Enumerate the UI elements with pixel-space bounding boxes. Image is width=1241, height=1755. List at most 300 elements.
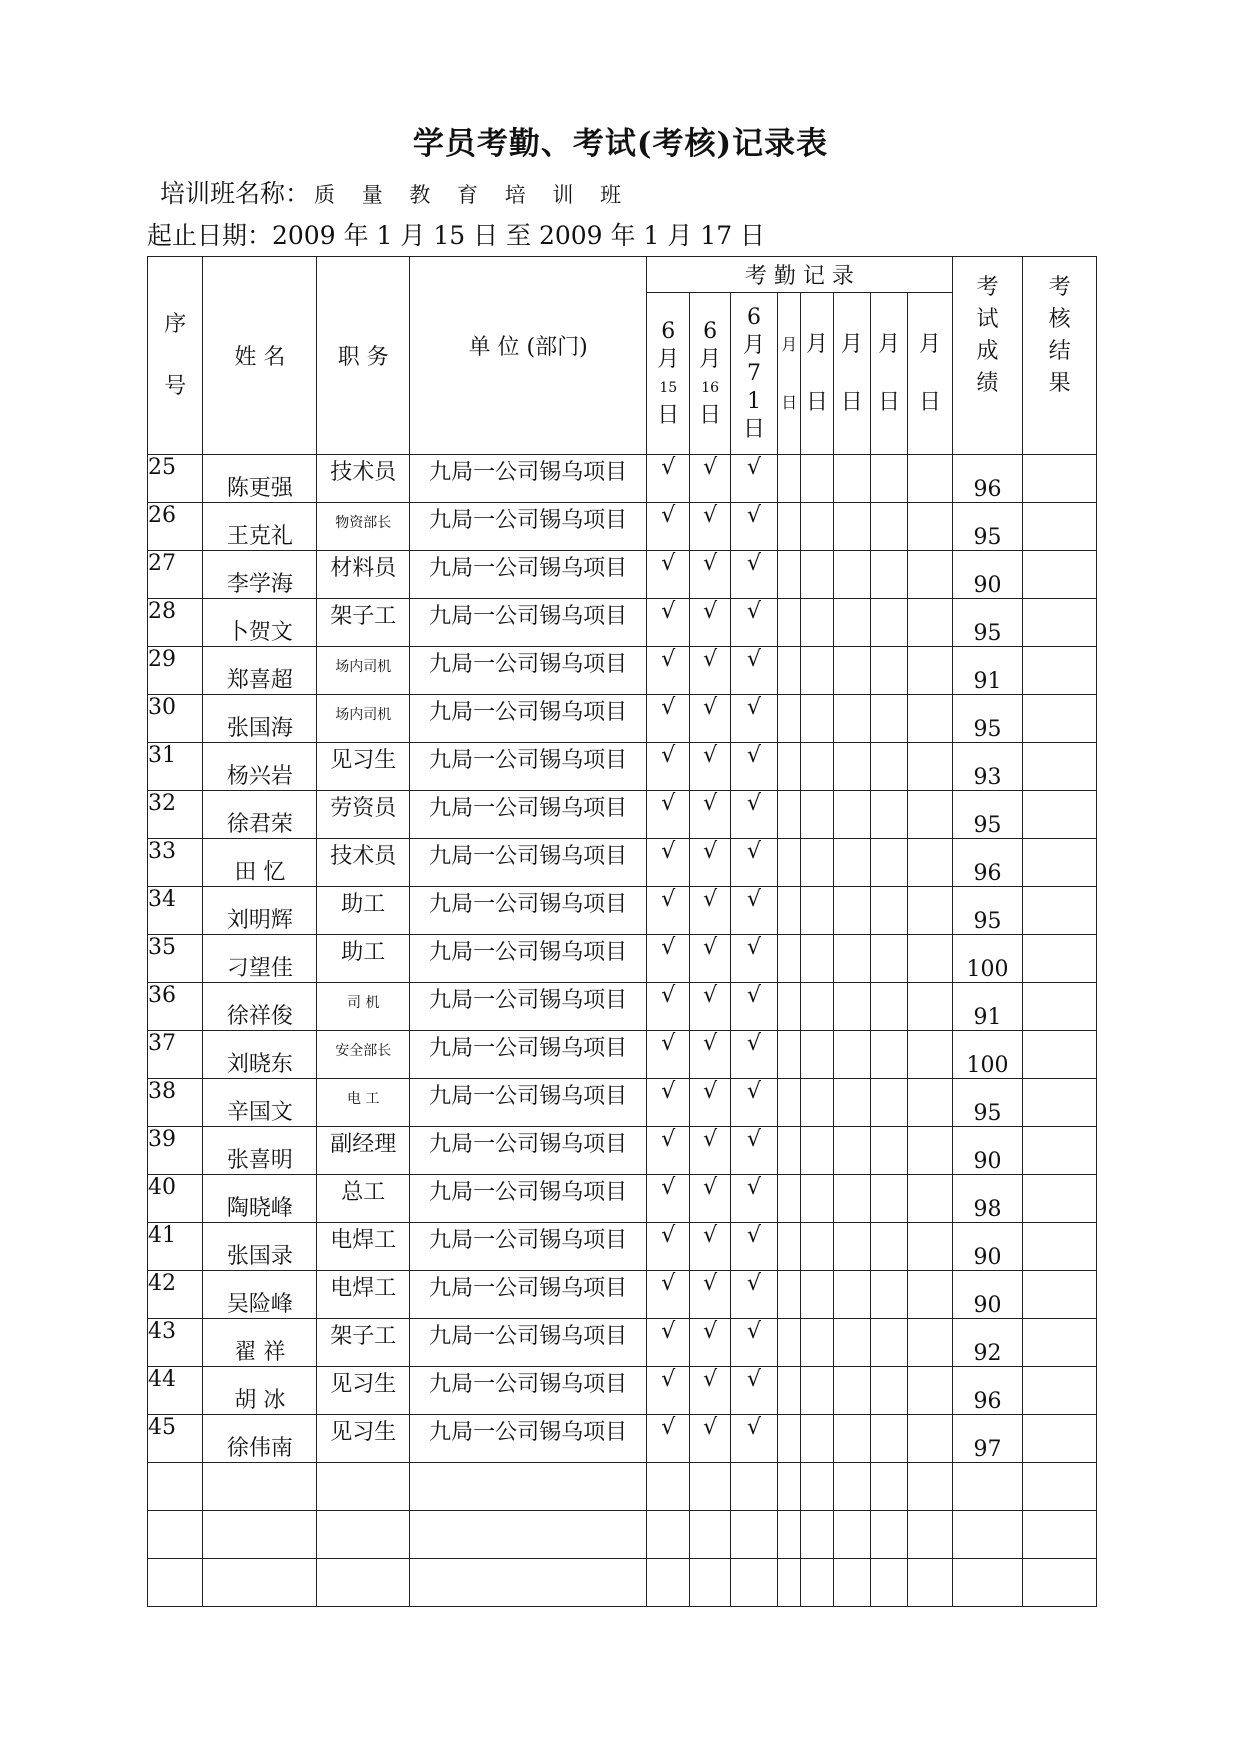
row-number: 30	[148, 695, 203, 743]
row-number: 45	[148, 1415, 203, 1463]
row-assess-result	[1023, 887, 1097, 935]
row-number: 27	[148, 551, 203, 599]
row-check-blank-2	[801, 455, 833, 503]
row-check-day-1: √	[647, 791, 690, 839]
row-check-blank-2	[801, 887, 833, 935]
row-check-blank-4	[870, 599, 907, 647]
row-position: 电焊工	[317, 1271, 410, 1319]
row-assess-result	[1023, 599, 1097, 647]
row-check-blank-5	[908, 887, 952, 935]
row-check-blank-2	[801, 1415, 833, 1463]
class-name-line	[160, 174, 631, 210]
table-row	[148, 887, 1097, 935]
row-check-day-2	[690, 1511, 730, 1559]
row-name: 卜贺文	[203, 599, 317, 647]
row-check-day-1: √	[647, 839, 690, 887]
row-exam-score: 100	[952, 935, 1023, 983]
row-check-day-2: √	[690, 1271, 730, 1319]
row-check-blank-4	[870, 887, 907, 935]
row-check-blank-3	[833, 743, 870, 791]
row-check-blank-5	[908, 791, 952, 839]
row-check-blank-3	[833, 1127, 870, 1175]
row-number: 35	[148, 935, 203, 983]
row-unit: 九局一公司锡乌项目	[410, 647, 647, 695]
row-check-day-2: √	[690, 1367, 730, 1415]
row-exam-score	[952, 1463, 1023, 1511]
row-number	[148, 1511, 203, 1559]
row-check-day-1: √	[647, 1367, 690, 1415]
row-check-blank-3	[833, 839, 870, 887]
row-number: 39	[148, 1127, 203, 1175]
row-position: 副经理	[317, 1127, 410, 1175]
row-position: 技术员	[317, 455, 410, 503]
row-check-day-1: √	[647, 503, 690, 551]
row-check-blank-1	[778, 1559, 801, 1607]
row-name: 刁望佳	[203, 935, 317, 983]
row-check-blank-4	[870, 1175, 907, 1223]
row-check-day-3: √	[730, 1175, 777, 1223]
row-assess-result	[1023, 1271, 1097, 1319]
row-name: 杨兴岩	[203, 743, 317, 791]
row-check-day-1: √	[647, 1415, 690, 1463]
row-unit: 九局一公司锡乌项目	[410, 1079, 647, 1127]
row-check-blank-1	[778, 695, 801, 743]
row-check-blank-5	[908, 839, 952, 887]
row-unit: 九局一公司锡乌项目	[410, 503, 647, 551]
row-check-blank-3	[833, 647, 870, 695]
row-assess-result	[1023, 839, 1097, 887]
row-number: 31	[148, 743, 203, 791]
row-check-day-3: √	[730, 599, 777, 647]
row-check-blank-2	[801, 1463, 833, 1511]
row-name: 徐君荣	[203, 791, 317, 839]
row-exam-score: 95	[952, 503, 1023, 551]
row-check-blank-3	[833, 1271, 870, 1319]
row-name: 刘晓东	[203, 1031, 317, 1079]
row-check-blank-4	[870, 839, 907, 887]
header-seq: 序 号	[148, 257, 203, 455]
header-attendance: 考 勤 记 录	[647, 257, 953, 293]
row-name: 王克礼	[203, 503, 317, 551]
row-check-day-1	[647, 1511, 690, 1559]
row-check-blank-2	[801, 1367, 833, 1415]
table-row	[148, 1463, 1097, 1511]
row-check-day-1: √	[647, 647, 690, 695]
row-check-blank-3	[833, 1511, 870, 1559]
row-check-blank-5	[908, 599, 952, 647]
row-check-day-1	[647, 1559, 690, 1607]
row-check-blank-2	[801, 1127, 833, 1175]
row-unit: 九局一公司锡乌项目	[410, 1367, 647, 1415]
row-name	[203, 1559, 317, 1607]
row-check-blank-2	[801, 1079, 833, 1127]
row-name: 陈更强	[203, 455, 317, 503]
page-title: 学员考勤、考试(考核)记录表	[412, 126, 829, 162]
row-check-blank-2	[801, 839, 833, 887]
row-exam-score: 92	[952, 1319, 1023, 1367]
row-check-day-2: √	[690, 1415, 730, 1463]
row-position: 场内司机	[317, 695, 410, 743]
row-check-day-3	[730, 1463, 777, 1511]
row-assess-result	[1023, 1463, 1097, 1511]
row-check-day-1: √	[647, 1175, 690, 1223]
row-name: 吴险峰	[203, 1271, 317, 1319]
row-number: 34	[148, 887, 203, 935]
row-check-day-1: √	[647, 1127, 690, 1175]
row-name: 张喜明	[203, 1127, 317, 1175]
row-position: 架子工	[317, 1319, 410, 1367]
row-check-blank-2	[801, 935, 833, 983]
table-row	[148, 1031, 1097, 1079]
row-number: 26	[148, 503, 203, 551]
row-check-day-1: √	[647, 1079, 690, 1127]
row-check-day-3: √	[730, 1415, 777, 1463]
row-name: 徐伟南	[203, 1415, 317, 1463]
row-check-blank-5	[908, 455, 952, 503]
row-name: 郑喜超	[203, 647, 317, 695]
row-check-blank-5	[908, 1367, 952, 1415]
table-row	[148, 791, 1097, 839]
date-range: 起止日期：2009 年 1 月 15 日 至 2009 年 1 月 17 日	[147, 221, 766, 250]
row-name: 胡 冰	[203, 1367, 317, 1415]
row-number	[148, 1463, 203, 1511]
row-name: 李学海	[203, 551, 317, 599]
row-number: 32	[148, 791, 203, 839]
row-check-blank-2	[801, 743, 833, 791]
row-position: 安全部长	[317, 1031, 410, 1079]
row-check-day-3: √	[730, 455, 777, 503]
row-check-day-2: √	[690, 743, 730, 791]
table-row	[148, 1367, 1097, 1415]
row-check-blank-1	[778, 935, 801, 983]
table-row	[148, 695, 1097, 743]
row-check-blank-5	[908, 1175, 952, 1223]
row-position: 司 机	[317, 983, 410, 1031]
row-check-blank-1	[778, 551, 801, 599]
table-row	[148, 503, 1097, 551]
row-check-day-3: √	[730, 503, 777, 551]
row-check-blank-3	[833, 503, 870, 551]
row-check-blank-4	[870, 695, 907, 743]
row-unit	[410, 1511, 647, 1559]
row-check-blank-5	[908, 1319, 952, 1367]
row-check-day-1: √	[647, 1271, 690, 1319]
row-check-day-2: √	[690, 695, 730, 743]
row-check-blank-4	[870, 743, 907, 791]
row-position	[317, 1511, 410, 1559]
row-check-blank-1	[778, 503, 801, 551]
attendance-table	[147, 256, 1097, 1607]
row-check-day-1: √	[647, 1319, 690, 1367]
row-check-day-2: √	[690, 1175, 730, 1223]
row-position: 助工	[317, 935, 410, 983]
row-exam-score: 90	[952, 1127, 1023, 1175]
row-unit: 九局一公司锡乌项目	[410, 839, 647, 887]
row-check-blank-2	[801, 1511, 833, 1559]
row-check-day-2: √	[690, 1223, 730, 1271]
row-name: 陶晓峰	[203, 1175, 317, 1223]
row-position: 助工	[317, 887, 410, 935]
table-row	[148, 1127, 1097, 1175]
row-check-blank-4	[870, 1511, 907, 1559]
row-number: 43	[148, 1319, 203, 1367]
row-assess-result	[1023, 1223, 1097, 1271]
table-row	[148, 1559, 1097, 1607]
row-name: 张国海	[203, 695, 317, 743]
row-check-day-3	[730, 1559, 777, 1607]
row-check-blank-2	[801, 695, 833, 743]
table-row	[148, 1175, 1097, 1223]
row-assess-result	[1023, 695, 1097, 743]
row-check-day-2: √	[690, 1319, 730, 1367]
row-assess-result	[1023, 983, 1097, 1031]
row-unit	[410, 1559, 647, 1607]
row-check-blank-2	[801, 983, 833, 1031]
row-check-day-2: √	[690, 791, 730, 839]
table-row	[148, 599, 1097, 647]
row-number: 44	[148, 1367, 203, 1415]
row-assess-result	[1023, 1127, 1097, 1175]
row-position: 见习生	[317, 743, 410, 791]
row-check-blank-2	[801, 1319, 833, 1367]
row-check-blank-4	[870, 1223, 907, 1271]
row-check-day-3: √	[730, 551, 777, 599]
row-unit: 九局一公司锡乌项目	[410, 1031, 647, 1079]
row-check-blank-3	[833, 455, 870, 503]
row-assess-result	[1023, 1079, 1097, 1127]
row-check-day-3	[730, 1511, 777, 1559]
row-unit: 九局一公司锡乌项目	[410, 1415, 647, 1463]
row-unit: 九局一公司锡乌项目	[410, 695, 647, 743]
row-unit: 九局一公司锡乌项目	[410, 983, 647, 1031]
row-check-blank-3	[833, 695, 870, 743]
row-check-blank-1	[778, 1175, 801, 1223]
row-check-day-2: √	[690, 551, 730, 599]
header-day-1: 6 月 15 日	[647, 293, 690, 455]
header-row-1	[148, 257, 1097, 293]
row-check-blank-3	[833, 983, 870, 1031]
table-row	[148, 983, 1097, 1031]
row-check-blank-1	[778, 743, 801, 791]
row-check-blank-5	[908, 551, 952, 599]
row-check-blank-4	[870, 1367, 907, 1415]
row-check-blank-5	[908, 1079, 952, 1127]
row-exam-score	[952, 1559, 1023, 1607]
row-exam-score: 96	[952, 455, 1023, 503]
row-check-day-3: √	[730, 1271, 777, 1319]
row-check-blank-5	[908, 695, 952, 743]
row-check-blank-2	[801, 551, 833, 599]
row-check-blank-1	[778, 1127, 801, 1175]
row-check-blank-1	[778, 791, 801, 839]
row-check-blank-4	[870, 1079, 907, 1127]
row-position: 技术员	[317, 839, 410, 887]
row-assess-result	[1023, 503, 1097, 551]
row-check-blank-5	[908, 1031, 952, 1079]
row-exam-score	[952, 1511, 1023, 1559]
row-check-blank-1	[778, 1031, 801, 1079]
row-check-day-3: √	[730, 935, 777, 983]
row-check-day-3: √	[730, 695, 777, 743]
row-exam-score: 95	[952, 887, 1023, 935]
row-exam-score: 91	[952, 647, 1023, 695]
row-position: 劳资员	[317, 791, 410, 839]
row-check-blank-4	[870, 1031, 907, 1079]
row-exam-score: 90	[952, 1271, 1023, 1319]
table-row	[148, 1079, 1097, 1127]
row-check-blank-3	[833, 1559, 870, 1607]
row-check-blank-5	[908, 647, 952, 695]
row-check-day-3: √	[730, 791, 777, 839]
row-check-blank-4	[870, 1271, 907, 1319]
row-check-blank-5	[908, 1223, 952, 1271]
row-check-day-2: √	[690, 935, 730, 983]
header-day-2: 6 月 16 日	[690, 293, 730, 455]
row-check-day-2: √	[690, 983, 730, 1031]
row-assess-result	[1023, 791, 1097, 839]
row-exam-score: 98	[952, 1175, 1023, 1223]
row-assess-result	[1023, 1367, 1097, 1415]
row-position	[317, 1559, 410, 1607]
table-row	[148, 1511, 1097, 1559]
row-check-day-3: √	[730, 1223, 777, 1271]
row-number: 41	[148, 1223, 203, 1271]
row-assess-result	[1023, 1031, 1097, 1079]
row-check-blank-5	[908, 1415, 952, 1463]
row-check-blank-3	[833, 1463, 870, 1511]
row-number: 28	[148, 599, 203, 647]
row-exam-score: 97	[952, 1415, 1023, 1463]
row-exam-score: 91	[952, 983, 1023, 1031]
row-check-day-1: √	[647, 1223, 690, 1271]
row-check-blank-1	[778, 1319, 801, 1367]
row-assess-result	[1023, 647, 1097, 695]
row-check-day-2: √	[690, 503, 730, 551]
row-assess-result	[1023, 1511, 1097, 1559]
row-number: 40	[148, 1175, 203, 1223]
row-exam-score: 90	[952, 1223, 1023, 1271]
row-unit: 九局一公司锡乌项目	[410, 887, 647, 935]
table-row	[148, 935, 1097, 983]
row-check-blank-4	[870, 791, 907, 839]
header-day-blank-5: 月 日	[908, 293, 952, 455]
header-unit: 单 位 (部门)	[410, 257, 647, 455]
row-check-day-3: √	[730, 1367, 777, 1415]
row-check-blank-1	[778, 1079, 801, 1127]
row-assess-result	[1023, 1319, 1097, 1367]
row-check-blank-3	[833, 551, 870, 599]
table-row	[148, 1319, 1097, 1367]
row-exam-score: 95	[952, 791, 1023, 839]
row-unit: 九局一公司锡乌项目	[410, 1127, 647, 1175]
row-check-blank-4	[870, 1559, 907, 1607]
row-check-blank-2	[801, 791, 833, 839]
row-unit: 九局一公司锡乌项目	[410, 551, 647, 599]
row-check-day-1: √	[647, 599, 690, 647]
row-unit	[410, 1463, 647, 1511]
class-name-label: 培训班名称：	[160, 179, 311, 208]
row-position: 材料员	[317, 551, 410, 599]
row-check-day-2: √	[690, 455, 730, 503]
header-day-blank-2: 月 日	[801, 293, 833, 455]
row-position: 见习生	[317, 1367, 410, 1415]
row-check-blank-4	[870, 1463, 907, 1511]
row-unit: 九局一公司锡乌项目	[410, 1223, 647, 1271]
row-number	[148, 1559, 203, 1607]
row-unit: 九局一公司锡乌项目	[410, 791, 647, 839]
row-check-day-2: √	[690, 599, 730, 647]
row-exam-score: 95	[952, 695, 1023, 743]
row-check-day-2: √	[690, 1127, 730, 1175]
row-check-day-1: √	[647, 743, 690, 791]
row-check-day-1: √	[647, 887, 690, 935]
row-check-blank-4	[870, 1415, 907, 1463]
row-unit: 九局一公司锡乌项目	[410, 1319, 647, 1367]
row-check-blank-2	[801, 1223, 833, 1271]
table-row	[148, 839, 1097, 887]
row-check-blank-5	[908, 983, 952, 1031]
row-position: 架子工	[317, 599, 410, 647]
table-row	[148, 1415, 1097, 1463]
header-name: 姓 名	[203, 257, 317, 455]
row-check-day-2: √	[690, 1079, 730, 1127]
row-check-blank-1	[778, 1367, 801, 1415]
row-unit: 九局一公司锡乌项目	[410, 935, 647, 983]
row-check-day-2: √	[690, 1031, 730, 1079]
row-check-day-1: √	[647, 455, 690, 503]
row-name: 张国录	[203, 1223, 317, 1271]
row-position: 总工	[317, 1175, 410, 1223]
row-unit: 九局一公司锡乌项目	[410, 599, 647, 647]
row-check-blank-3	[833, 1223, 870, 1271]
row-name: 徐祥俊	[203, 983, 317, 1031]
row-number: 25	[148, 455, 203, 503]
row-check-blank-5	[908, 1511, 952, 1559]
row-check-day-3: √	[730, 983, 777, 1031]
row-check-blank-2	[801, 1175, 833, 1223]
row-name	[203, 1463, 317, 1511]
row-check-blank-4	[870, 1319, 907, 1367]
row-check-blank-4	[870, 551, 907, 599]
row-check-blank-1	[778, 887, 801, 935]
row-check-blank-3	[833, 599, 870, 647]
row-exam-score: 93	[952, 743, 1023, 791]
row-check-blank-5	[908, 935, 952, 983]
row-check-blank-2	[801, 503, 833, 551]
table-row	[148, 1223, 1097, 1271]
table-row	[148, 1271, 1097, 1319]
class-name-value: 质 量 教 育 培 训 班	[314, 183, 632, 207]
row-check-blank-5	[908, 1463, 952, 1511]
table-row	[148, 455, 1097, 503]
row-position: 见习生	[317, 1415, 410, 1463]
row-assess-result	[1023, 455, 1097, 503]
row-assess-result	[1023, 551, 1097, 599]
row-exam-score: 96	[952, 1367, 1023, 1415]
row-check-blank-1	[778, 647, 801, 695]
row-check-blank-1	[778, 1271, 801, 1319]
row-name: 田 忆	[203, 839, 317, 887]
row-check-day-3: √	[730, 887, 777, 935]
row-check-day-2: √	[690, 887, 730, 935]
row-unit: 九局一公司锡乌项目	[410, 1271, 647, 1319]
row-name: 翟 祥	[203, 1319, 317, 1367]
row-exam-score: 96	[952, 839, 1023, 887]
row-check-blank-4	[870, 1127, 907, 1175]
row-check-blank-5	[908, 743, 952, 791]
row-check-blank-5	[908, 503, 952, 551]
table-row	[148, 551, 1097, 599]
